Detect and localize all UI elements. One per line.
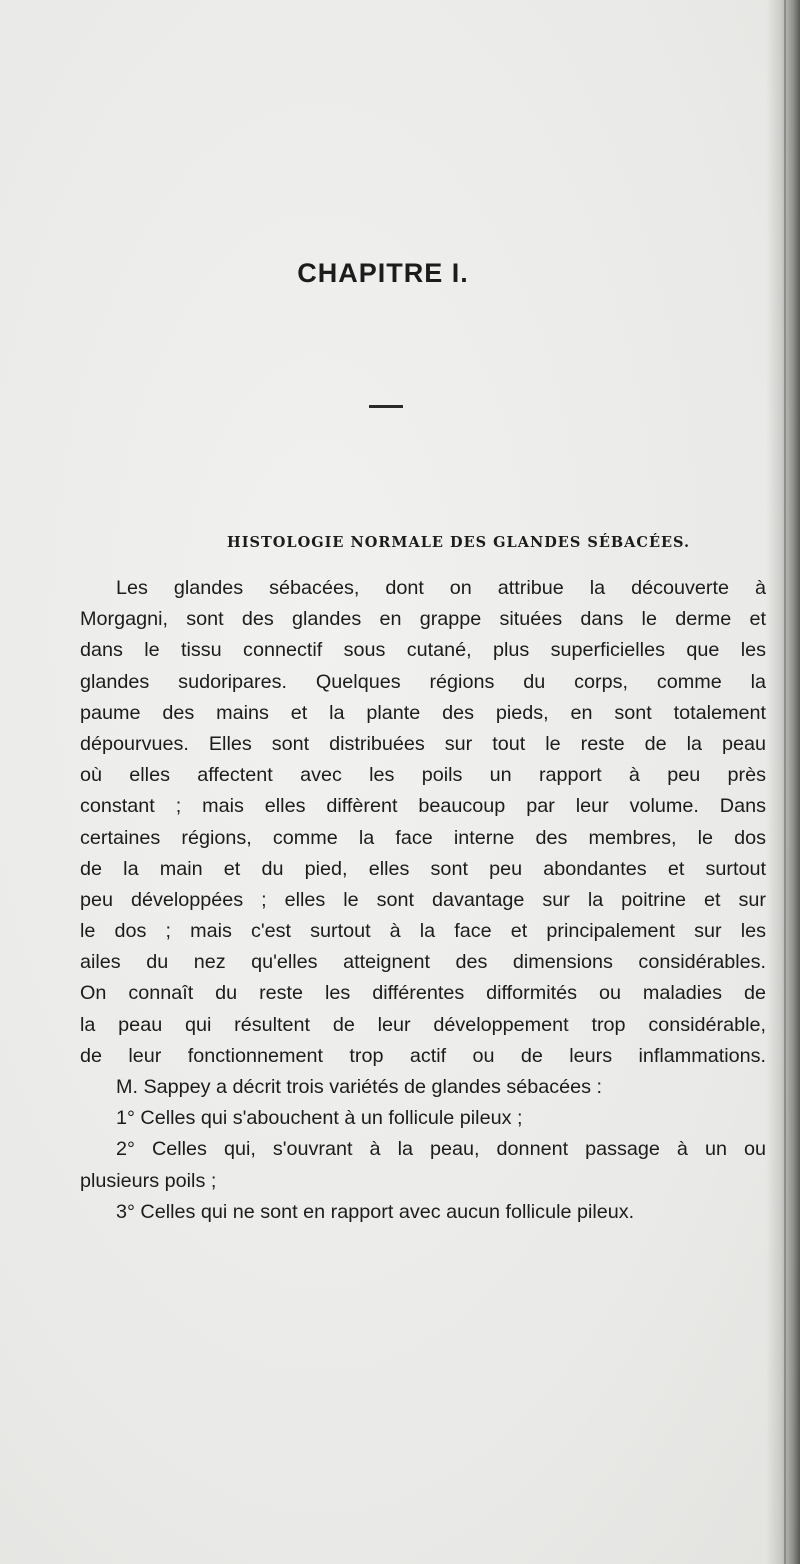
text-line: la peau qui résultent de leur développement trop considérable, [80,1013,766,1036]
book-spine-shadow [766,0,800,1564]
title-divider [369,405,403,408]
text-line: Morgagni, sont des glandes en grappe situées dans le derme et [80,608,766,631]
text-line: paume des mains et la plante des pieds, en sont totalement [80,701,766,724]
chapter-title: CHAPITRE I. [297,258,469,288]
text-line: ailes du nez qu'elles atteignent des dimensions considérables. [80,951,766,974]
book-spine-edge [784,0,786,1564]
text-line: certaines régions, comme la face interne des membres, le dos [80,826,766,849]
text-line: dépourvues. Elles sont distribuées sur tout le reste de la peau [80,732,766,755]
text-line: On connaît du reste les différentes difformités ou maladies de [80,982,766,1005]
text-line: constant ; mais elles diffèrent beaucoup par leur volume. Dans [80,795,766,818]
list-intro: M. Sappey a décrit trois variétés de glandes sébacées : [116,1076,603,1098]
list-item-2: 2° Celles qui, s'ouvrant à la peau, donnent passage à un ou [116,1138,766,1161]
section-heading: HISTOLOGIE NORMALE DES GLANDES SÉBACÉES. [227,534,691,551]
text-line: peu développées ; elles le sont davantage sur la poitrine et sur [80,888,766,911]
text-line: Les glandes sébacées, dont on attribue la découverte à [116,577,766,599]
list-item-1: 1° Celles qui s'abouchent à un follicule pileux ; [116,1107,523,1130]
text-line: le dos ; mais c'est surtout à la face et principalement sur les [80,920,766,943]
text-line: de la main et du pied, elles sont peu abondantes et surtout [80,857,766,880]
text-line: glandes sudoripares. Quelques régions du corps, comme la [80,670,766,693]
text-line: dans le tissu connectif sous cutané, plus superficielles que les [80,639,766,662]
body-text [80,573,766,1228]
list-item-3: 3° Celles qui ne sont en rapport avec aucun follicule pileux. [116,1200,635,1223]
text-line: où elles affectent avec les poils un rapport à peu près [80,764,766,787]
text-line: de leur fonctionnement trop actif ou de leurs inflammations. [80,1044,766,1067]
list-item-2-continuation: plusieurs poils ; [80,1169,217,1192]
